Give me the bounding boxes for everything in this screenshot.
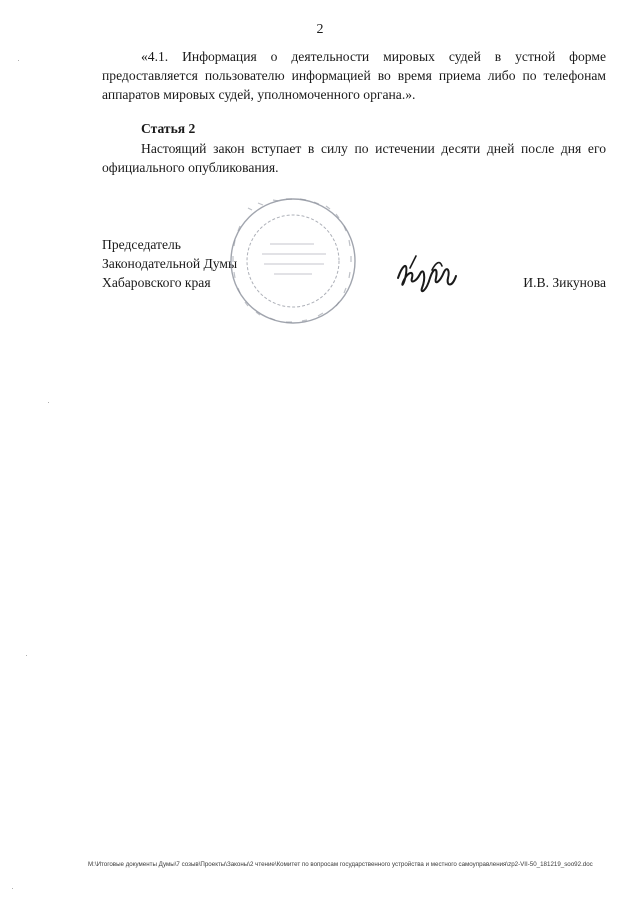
page-number: 2 [316, 22, 324, 37]
scan-speck [26, 655, 27, 656]
paragraph-effective-date: Настоящий закон вступает в силу по истечении десяти дней после дня его официального опубликования. [102, 141, 606, 175]
signatory-title-line-3: Хабаровского края [102, 275, 211, 290]
signatory-title-line-1: Председатель [102, 237, 181, 252]
scan-speck [48, 402, 49, 403]
scan-speck [12, 888, 13, 889]
paragraph-amendment: «4.1. Информация о деятельности мировых судей в устной форме предоставляется пользователю информацией во время приема либо по телефонам аппаратов мировых судей, уполномоченного органа.». [102, 49, 606, 102]
official-stamp-icon [228, 196, 358, 326]
document-file-path: M:\Итоговые документы Думы\7 созыв\Проекты\Законы\2 чтение\Комитет по вопросам государственного устройства и местного самоуправления\zp2-VII-50_181219_soo92.doc [88, 861, 593, 868]
signatory-title-line-2: Законодательной Думы [102, 256, 238, 271]
scan-speck [18, 60, 19, 61]
signatory-title [102, 235, 237, 292]
signer-name: И.В. Зикунова [523, 275, 606, 290]
article-heading: Статья 2 [141, 121, 196, 136]
handwritten-signature-icon [392, 248, 462, 300]
